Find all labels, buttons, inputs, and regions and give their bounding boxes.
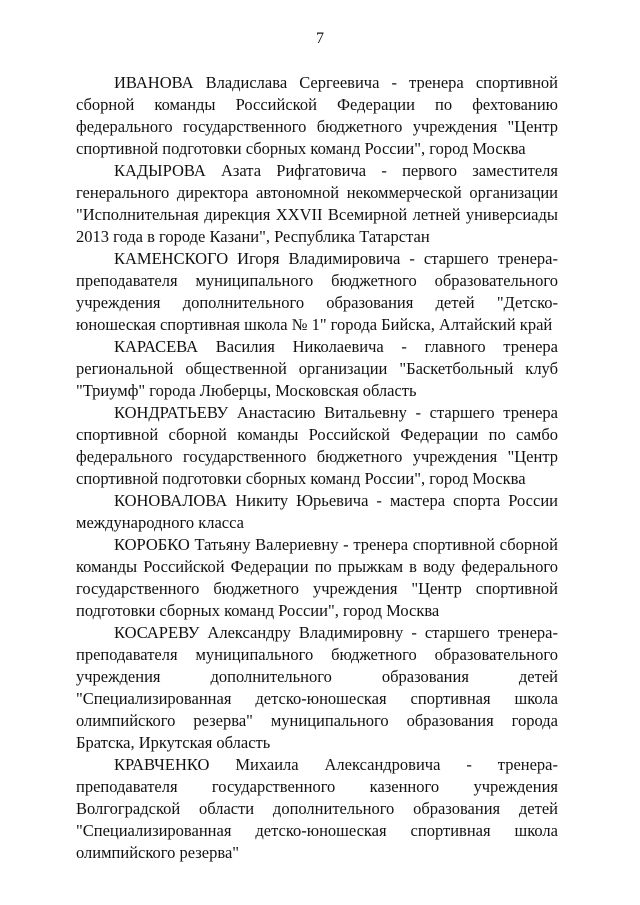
list-item: КРАВЧЕНКО Михаила Александровича - тренера-преподавателя государственного казенного учреждения Волгоградской области дополнительного образования детей "Специализированная детско-юношеская спортивная школа олимпийского резерва" [76, 755, 558, 862]
page-number: 7 [316, 30, 324, 47]
list-item: КОРОБКО Татьяну Валериевну - тренера спортивной сборной команды Российской Федерации по прыжкам в воду федерального государственного бюджетного учреждения "Центр спортивной подготовки сборных команд России", город Москва [76, 535, 558, 620]
award-list [76, 72, 558, 864]
list-item: КАРАСЕВА Василия Николаевича - главного тренера региональной общественной организации "Баскетбольный клуб "Триумф" города Люберцы, Московская область [76, 337, 558, 400]
list-item: КАДЫРОВА Азата Рифгатовича - первого заместителя генерального директора автономной некоммерческой организации "Исполнительная дирекция XXVII Всемирной летней универсиады 2013 года в городе Казани", Республика Татарстан [76, 161, 558, 246]
list-item: ИВАНОВА Владислава Сергеевича - тренера спортивной сборной команды Российской Федерации по фехтованию федерального государственного бюджетного учреждения "Центр спортивной подготовки сборных команд России", город Москва [76, 73, 558, 158]
list-item: КОСАРЕВУ Александру Владимировну - старшего тренера-преподавателя муниципального бюджетного образовательного учреждения дополнительного образования детей "Специализированная детско-юношеская спортивная школа олимпийского резерва" муниципального образования города Братска, Иркутская область [76, 623, 558, 752]
list-item: КОНОВАЛОВА Никиту Юрьевича - мастера спорта России международного класса [76, 491, 558, 532]
list-item: КАМЕНСКОГО Игоря Владимировича - старшего тренера-преподавателя муниципального бюджетного образовательного учреждения дополнительного образования детей "Детско-юношеская спортивная школа № 1" города Бийска, Алтайский край [76, 249, 558, 334]
list-item: КОНДРАТЬЕВУ Анастасию Витальевну - старшего тренера спортивной сборной команды Российской Федерации по самбо федерального государственного бюджетного учреждения "Центр спортивной подготовки сборных команд России", город Москва [76, 403, 558, 488]
